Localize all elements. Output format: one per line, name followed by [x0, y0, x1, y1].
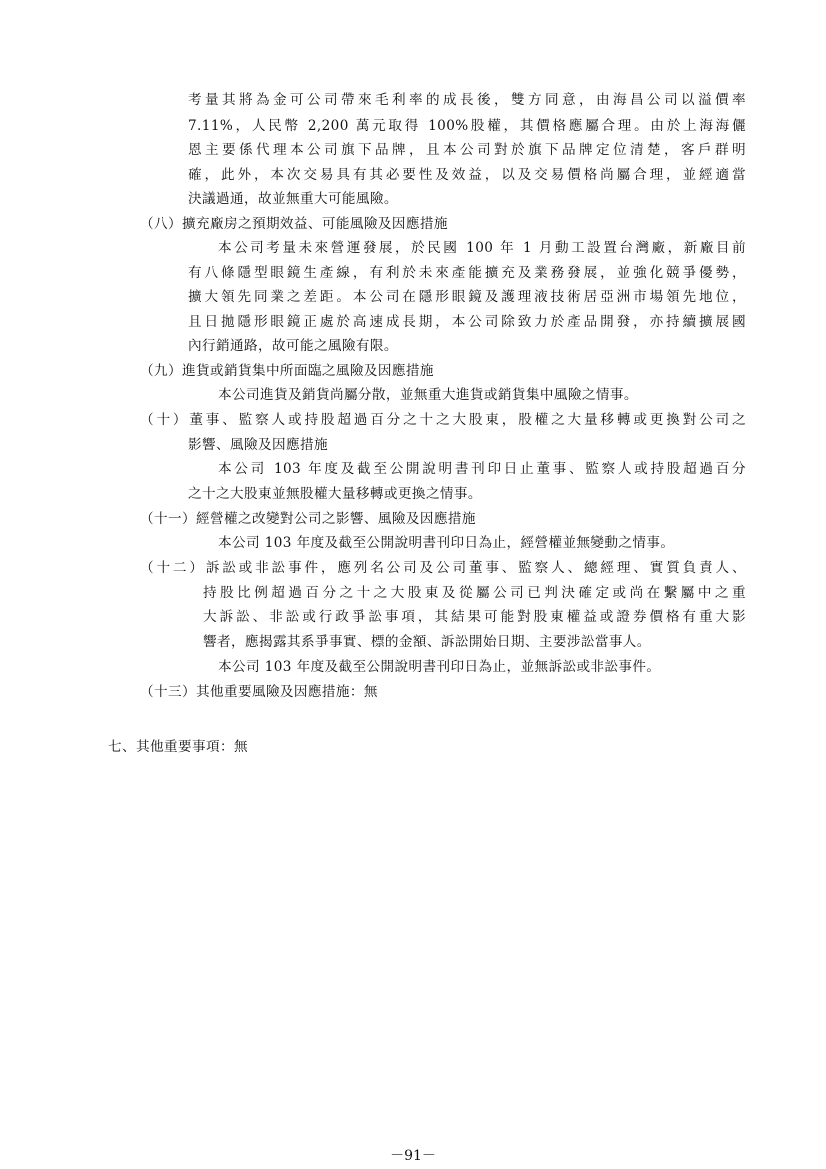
chapter-7-heading: 七、其他重要事項：無	[108, 739, 248, 755]
section-12-heading-line-1: （十二）訴訟或非訟事件，應列名公司及公司董事、監察人、總經理、實質負責人、	[140, 560, 746, 576]
section-9-line-1: 本公司進貨及銷貨尚屬分散，並無重大進貨或銷貨集中風險之情事。	[218, 387, 638, 403]
section-10-line-1: 本公司 103 年度及截至公開說明書刊印日止董事、監察人或持股超過百分	[218, 461, 746, 477]
intro-line-5: 決議過通，故並無重大可能風險。	[188, 191, 398, 207]
section-12-heading-line-3: 大訴訟、非訟或行政爭訟事項，其結果可能對股東權益或證券價格有重大影	[203, 609, 746, 625]
section-8-line-4: 且日拋隱形眼鏡正處於高速成長期，本公司除致力於產品開發，亦持續擴展國	[188, 314, 746, 330]
section-10-heading-line-1: （十）董事、監察人或持股超過百分之十之大股東，股權之大量移轉或更換對公司之	[140, 412, 746, 428]
section-8-line-2: 有八條隱型眼鏡生產線，有利於未來產能擴充及業務發展，並強化競爭優勢，	[188, 265, 746, 281]
section-12-line-1: 本公司 103 年度及截至公開說明書刊印日為止，並無訴訟或非訟事件。	[218, 659, 661, 675]
section-9-heading: （九）進貨或銷貨集中所面臨之風險及因應措施	[140, 363, 434, 379]
section-13-heading: （十三）其他重要風險及因應措施：無	[140, 684, 378, 700]
section-10-line-2: 之十之大股東並無股權大量移轉或更換之情事。	[188, 486, 482, 502]
section-12-heading-line-4: 響者，應揭露其系爭事實、標的金額、訴訟開始日期、主要涉訟當事人。	[203, 634, 651, 650]
section-12-heading-line-2: 持股比例超過百分之十之大股東及從屬公司已判決確定或尚在繫屬中之重	[203, 585, 746, 601]
page-number: －91－	[390, 1148, 436, 1164]
section-8-heading: （八）擴充廠房之預期效益、可能風險及因應措施	[140, 216, 448, 232]
section-11-line-1: 本公司 103 年度及截至公開說明書刊印日為止，經營權並無變動之情事。	[218, 535, 675, 551]
section-8-line-5: 內行銷通路，故可能之風險有限。	[188, 338, 398, 354]
section-8-line-1: 本公司考量未來營運發展，於民國 100 年 1 月動工設置台灣廠，新廠目前	[218, 240, 746, 256]
section-8-line-3: 擴大領先同業之差距。本公司在隱形眼鏡及護理液技術居亞洲市場領先地位，	[188, 289, 746, 305]
intro-line-3: 恩主要係代理本公司旗下品牌，且本公司對於旗下品牌定位清楚，客戶群明	[188, 142, 746, 158]
section-10-heading-line-2: 影響、風險及因應措施	[188, 437, 328, 453]
intro-line-2: 7.11%，人民幣 2,200 萬元取得 100%股權，其價格應屬合理。由於上海海儷	[188, 118, 746, 134]
intro-line-4: 確，此外，本次交易具有其必要性及效益，以及交易價格尚屬合理，並經適當	[188, 167, 746, 183]
intro-line-1: 考量其將為金可公司帶來毛利率的成長後，雙方同意，由海昌公司以溢價率	[188, 92, 746, 108]
section-11-heading: （十一）經營權之改變對公司之影響、風險及因應措施	[140, 511, 476, 527]
